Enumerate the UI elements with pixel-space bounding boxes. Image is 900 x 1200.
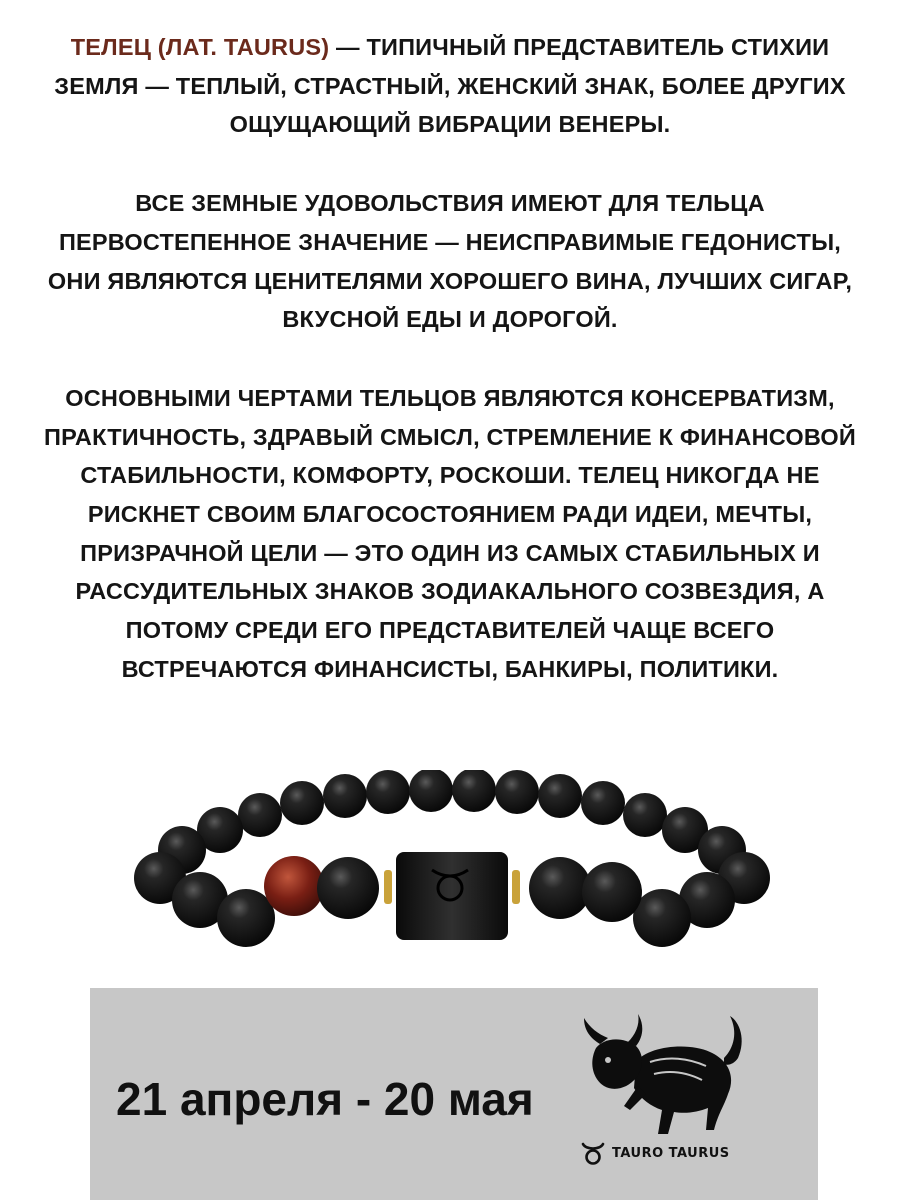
- pleasures-paragraph: ВСЕ ЗЕМНЫЕ УДОВОЛЬСТВИЯ ИМЕЮТ ДЛЯ ТЕЛЬЦА ПЕРВОСТЕПЕННОЕ ЗНАЧЕНИЕ — НЕИСПРАВИМЫЕ ГЕДОНИСТЫ, ОНИ ЯВЛЯЮТСЯ ЦЕНИТЕЛЯМИ ХОРОШЕГО ВИНА, ЛУЧШИХ СИГАР, ВКУСНОЙ ЕДЫ И ДОРОГОЙ.: [47, 190, 853, 333]
- sign-caption: TAURO TAURUS: [612, 1145, 730, 1161]
- intro-accent: ТЕЛЕЦ (ЛАТ. TAURUS): [70, 34, 330, 60]
- zodiac-block: [396, 852, 508, 940]
- zodiac-dates: 21 апреля - 20 мая: [116, 1073, 534, 1125]
- bull-icon: [578, 1002, 748, 1142]
- intro-paragraph: [30, 28, 870, 144]
- date-panel: [90, 988, 818, 1200]
- description-text: [30, 28, 870, 689]
- sign-row: [580, 1140, 730, 1166]
- gold-spacer-right: [512, 870, 520, 904]
- tiger-eye-bead: [264, 856, 324, 916]
- bracelet-image: [120, 770, 780, 970]
- taurus-sign-icon: [580, 1140, 606, 1166]
- intro-rest: — ТИПИЧНЫЙ ПРЕДСТАВИТЕЛЬ СТИХИИ ЗЕМЛЯ — ТЕПЛЫЙ, СТРАСТНЫЙ, ЖЕНСКИЙ ЗНАК, БОЛЕЕ ДРУГИХ ОЩУЩАЮЩИЙ ВИБРАЦИИ ВЕНЕРЫ.: [54, 34, 846, 138]
- gold-spacer-left: [384, 870, 392, 904]
- traits-paragraph: ОСНОВНЫМИ ЧЕРТАМИ ТЕЛЬЦОВ ЯВЛЯЮТСЯ КОНСЕРВАТИЗМ, ПРАКТИЧНОСТЬ, ЗДРАВЫЙ СМЫСЛ, СТРЕМЛЕНИЕ К ФИНАНСОВОЙ СТАБИЛЬНОСТИ, КОМФОРТУ, РОСКОШИ. ТЕЛЕЦ НИКОГДА НЕ РИСКНЕТ СВОИМ БЛАГОСОСТОЯНИЕМ РАДИ ИДЕИ, МЕЧТЫ, ПРИЗРАЧНОЙ ЦЕЛИ — ЭТО ОДИН ИЗ САМЫХ СТАБИЛЬНЫХ И РАССУДИТЕЛЬНЫХ ЗНАКОВ ЗОДИАКАЛЬНОГО СОЗВЕЗДИЯ, А ПОТОМУ СРЕДИ ЕГО ПРЕДСТАВИТЕЛЕЙ ЧАЩЕ ВСЕГО ВСТРЕЧАЮТСЯ ФИНАНСИСТЫ, БАНКИРЫ, ПОЛИТИКИ.: [44, 384, 856, 682]
- front-beads: [172, 852, 735, 947]
